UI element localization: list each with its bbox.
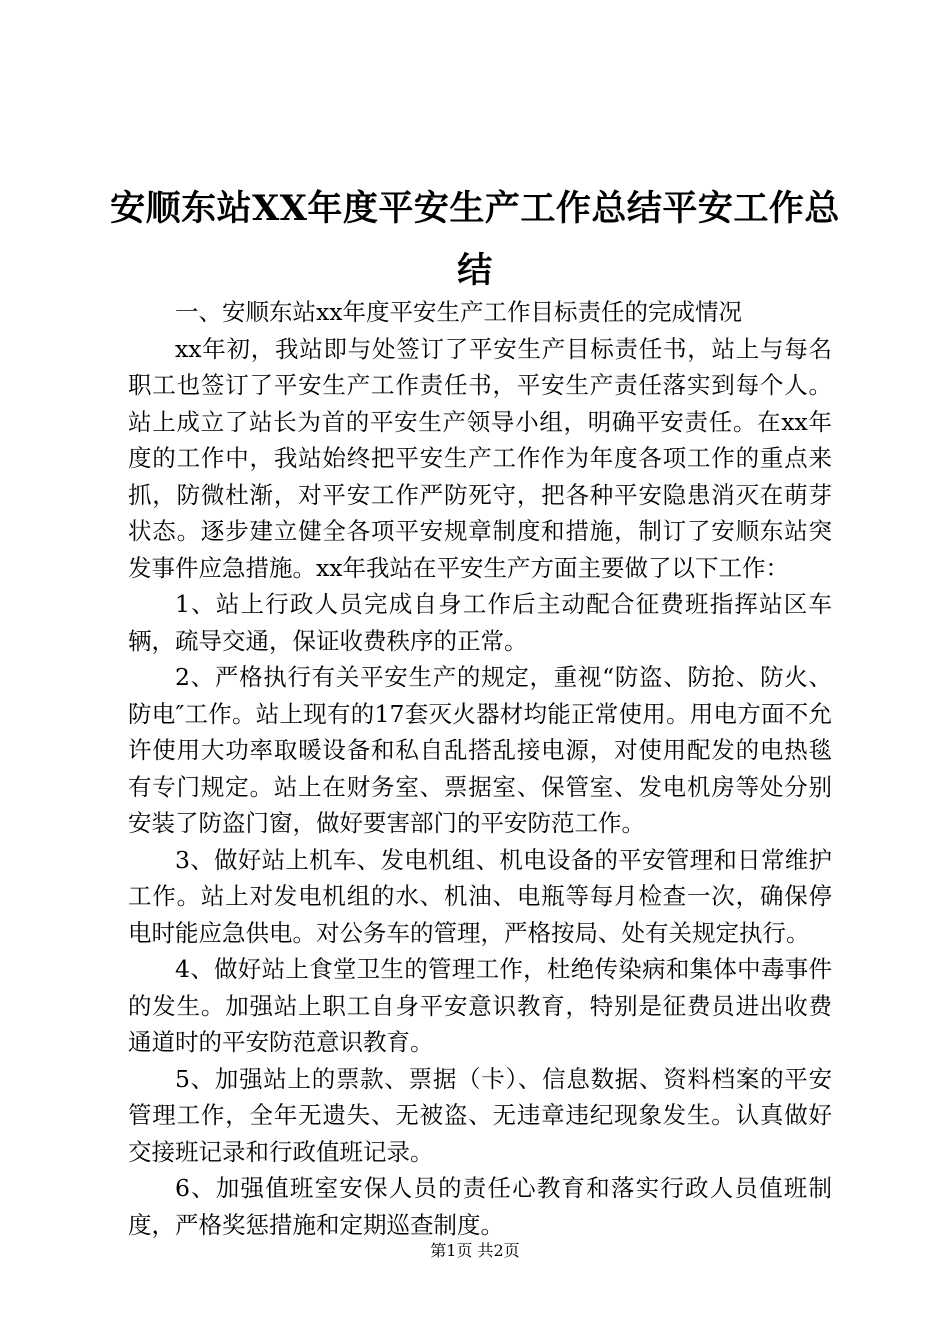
page-number-footer: 第1页 共2页 [430,1241,520,1260]
paragraph-item-6: 6、加强值班室安保人员的责任心教育和落实行政人员值班制度，严格奖惩措施和定期巡查制度。 [128,1174,832,1239]
document-title: 安顺东站XX年度平安生产工作总结平安工作总结 [110,188,840,291]
paragraph-item-4: 4、做好站上食堂卫生的管理工作，杜绝传染病和集体中毒事件的发生。加强站上职工自身平安意识教育，特别是征费员进出收费通道时的平安防范意识教育。 [128,955,832,1056]
document-body [128,294,832,1243]
paragraph-intro: xx年初，我站即与处签订了平安生产目标责任书，站上与每名职工也签订了平安生产工作责任书，平安生产责任落实到每个人。站上成立了站长为首的平安生产领导小组，明确平安责任。在xx年度的工作中，我站始终把平安生产工作作为年度各项工作的重点来抓，防微杜渐，对平安工作严防死守，把各种平安隐患消灭在萌芽状态。逐步建立健全各项平安规章制度和措施，制订了安顺东站突发事件应急措施。xx年我站在平安生产方面主要做了以下工作： [128,334,832,582]
paragraph-item-1: 1、站上行政人员完成自身工作后主动配合征费班指挥站区车辆，疏导交通，保证收费秩序的正常。 [128,590,832,655]
paragraph-item-2: 2、严格执行有关平安生产的规定，重视“防盗、防抢、防火、防电″工作。站上现有的17套灭火器材均能正常使用。用电方面不允许使用大功率取暖设备和私自乱搭乱接电源，对使用配发的电热毯有专门规定。站上在财务室、票据室、保管室、发电机房等处分别安装了防盗门窗，做好要害部门的平安防范工作。 [128,663,832,837]
paragraph-item-5: 5、加强站上的票款、票据（卡）、信息数据、资料档案的平安管理工作，全年无遗失、无被盗、无违章违纪现象发生。认真做好交接班记录和行政值班记录。 [128,1064,832,1166]
section-heading: 一、安顺东站xx年度平安生产工作目标责任的完成情况 [175,298,743,326]
paragraph-item-3: 3、做好站上机车、发电机组、机电设备的平安管理和日常维护工作。站上对发电机组的水、机油、电瓶等每月检查一次，确保停电时能应急供电。对公务车的管理，严格按局、处有关规定执行。 [128,845,832,947]
